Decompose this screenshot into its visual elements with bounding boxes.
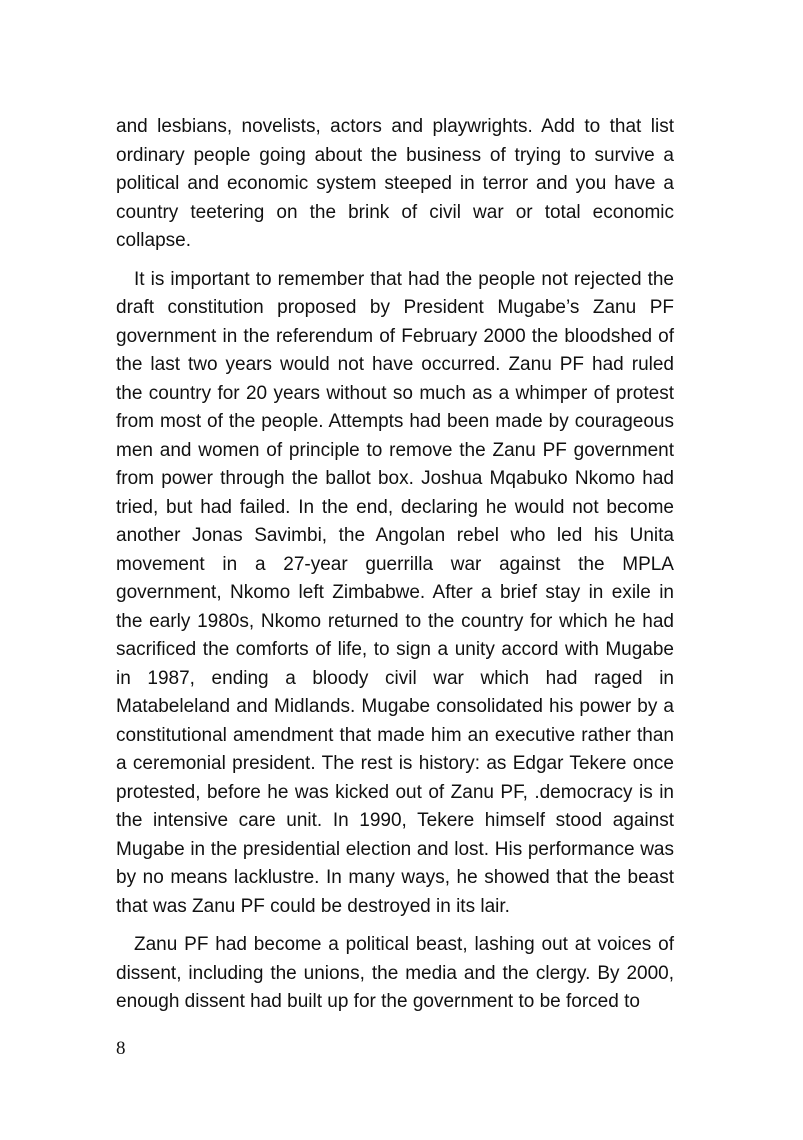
- page-number: 8: [116, 1038, 126, 1059]
- paragraph-continuation: and lesbians, novelists, actors and playwrights. Add to that list ordinary people going about the business of trying to survive a political and economic system steeped in terror and you have a country teetering on the brink of civil war or total economic collapse.: [116, 116, 674, 251]
- paragraph-referendum: It is important to remember that had the people not rejected the draft constitution proposed by President Mugabe’s Zanu PF government in the referendum of February 2000 the bloodshed of the last two years would not have occurred. Zanu PF had ruled the country for 20 years without so much as a whimper of protest from most of the people. Attempts had been made by courageous men and women of principle to remove the Zanu PF government from power through the ballot box. Joshua Mqabuko Nkomo had tried, but had failed. In the end, declaring he would not become another Jonas Savimbi, the Angolan rebel who led his Unita movement in a 27-year guerrilla war against the MPLA government, Nkomo left Zimbabwe. After a brief stay in exile in the early 1980s, Nkomo returned to the country for which he had sacrificed the comforts of life, to sign a unity accord with Mugabe in 1987, ending a bloody civil war which had raged in Matabeleland and Midlands. Mugabe consolidated his power by a constitutional amendment that made him an executive rather than a ceremonial president. The rest is history: as Edgar Tekere once protested, before he was kicked out of Zanu PF, .democracy is in the intensive care unit. In 1990, Tekere himself stood against Mugabe in the presidential election and lost. His performance was by no means lacklustre. In many ways, he showed that the beast that was Zanu PF could be destroyed in its lair.: [116, 268, 674, 917]
- paragraph-political-beast: Zanu PF had become a political beast, lashing out at voices of dissent, including the unions, the media and the clergy. By 2000, enough dissent had built up for the government to be forced to: [116, 934, 674, 1012]
- page-body: [116, 113, 674, 1027]
